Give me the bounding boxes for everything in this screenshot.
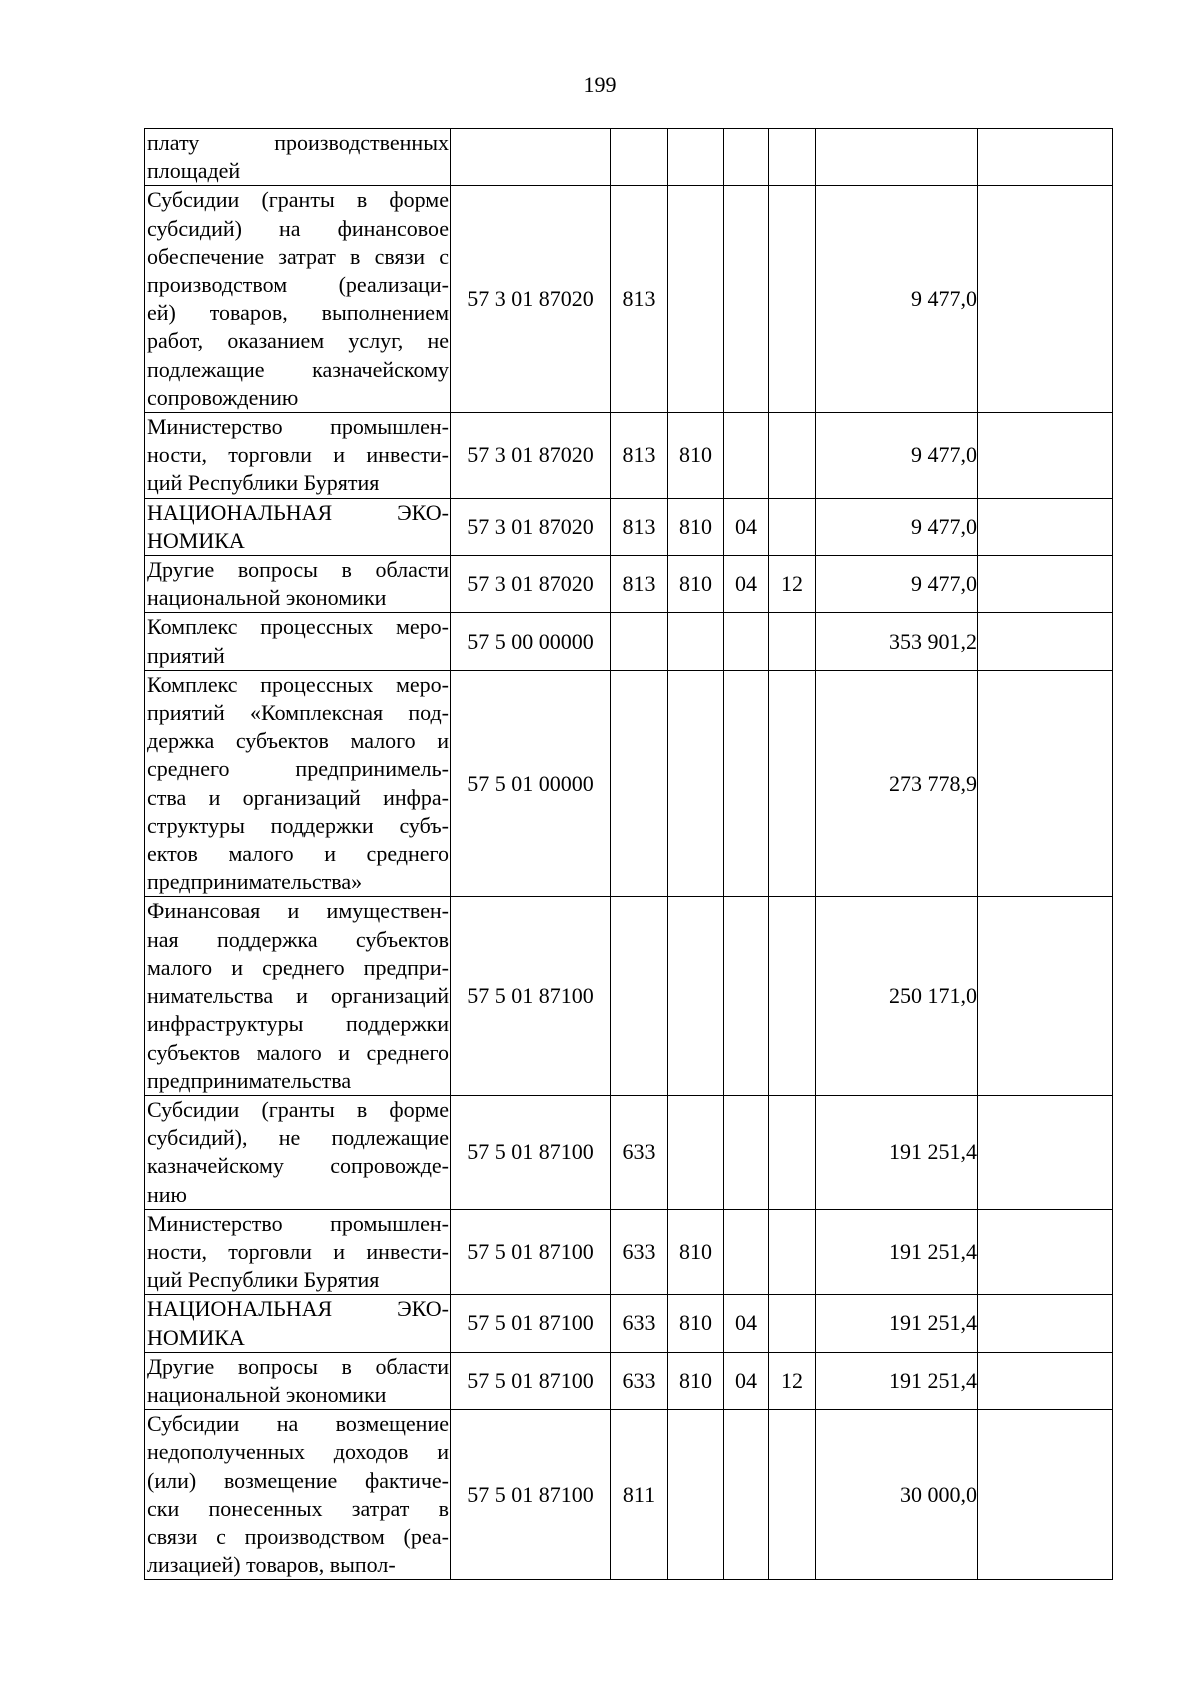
extra-cell: [978, 556, 1113, 613]
section-cell: 04: [724, 498, 769, 555]
ministry-cell: 810: [668, 1209, 724, 1295]
row-name-line: структуры поддержки субъ-: [147, 812, 449, 838]
row-name-line: приятий: [147, 642, 225, 668]
code-cell: [451, 129, 611, 186]
row-name-cell: [145, 1209, 451, 1295]
code-cell: 57 5 01 00000: [451, 670, 611, 897]
extra-cell: [978, 498, 1113, 555]
row-name-line: Другие вопросы в области: [147, 557, 449, 583]
extra-cell: [978, 186, 1113, 413]
row-name-line: малого и среднего предпри-: [147, 954, 449, 980]
table-row: [145, 1095, 1113, 1209]
table-row: [145, 613, 1113, 670]
row-name-cell: [145, 129, 451, 186]
section-cell: [724, 413, 769, 499]
row-name-line: казначейскому сопровожде-: [147, 1153, 449, 1179]
subsection-cell: [769, 613, 816, 670]
kvr-cell: 813: [611, 556, 668, 613]
table-row: [145, 498, 1113, 555]
row-name-line: Министерство промышлен-: [147, 414, 449, 440]
row-name-line: обеспечение затрат в связи с: [147, 243, 449, 269]
kvr-cell: [611, 613, 668, 670]
table-row: [145, 1352, 1113, 1409]
row-name-line: нимательства и организаций: [147, 983, 449, 1009]
extra-cell: [978, 897, 1113, 1095]
section-cell: 04: [724, 1295, 769, 1352]
subsection-cell: [769, 897, 816, 1095]
ministry-cell: [668, 129, 724, 186]
ministry-cell: [668, 186, 724, 413]
extra-cell: [978, 1095, 1113, 1209]
row-name-cell: [145, 1352, 451, 1409]
row-name-line: Субсидии на возмещение: [147, 1411, 449, 1437]
row-name-cell: [145, 897, 451, 1095]
extra-cell: [978, 1352, 1113, 1409]
row-name-line: приятий «Комплексная под-: [147, 700, 449, 726]
section-cell: [724, 897, 769, 1095]
row-name-line: нию: [147, 1181, 187, 1207]
amount-cell: 191 251,4: [816, 1209, 978, 1295]
amount-cell: 9 477,0: [816, 556, 978, 613]
row-name-line: подлежащие казначейскому: [147, 356, 449, 382]
table-row: [145, 186, 1113, 413]
section-cell: [724, 613, 769, 670]
code-cell: 57 3 01 87020: [451, 186, 611, 413]
ministry-cell: 810: [668, 498, 724, 555]
row-name-line: связи с производством (реа-: [147, 1523, 449, 1549]
section-cell: [724, 1410, 769, 1580]
code-cell: 57 5 00 00000: [451, 613, 611, 670]
kvr-cell: [611, 670, 668, 897]
row-name-line: ей) товаров, выполнением: [147, 300, 449, 326]
subsection-cell: [769, 1095, 816, 1209]
row-name-cell: [145, 1095, 451, 1209]
code-cell: 57 5 01 87100: [451, 1209, 611, 1295]
row-name-line: Комплекс процессных меро-: [147, 671, 449, 697]
row-name-line: ций Республики Бурятия: [147, 470, 380, 496]
section-cell: [724, 129, 769, 186]
code-cell: 57 5 01 87100: [451, 1410, 611, 1580]
kvr-cell: 813: [611, 186, 668, 413]
ministry-cell: [668, 670, 724, 897]
code-cell: 57 5 01 87100: [451, 1095, 611, 1209]
code-cell: 57 3 01 87020: [451, 556, 611, 613]
extra-cell: [978, 129, 1113, 186]
row-name-line: ства и организаций инфра-: [147, 784, 449, 810]
table-row: [145, 1209, 1113, 1295]
kvr-cell: 633: [611, 1352, 668, 1409]
row-name-cell: [145, 556, 451, 613]
table-row: [145, 556, 1113, 613]
subsection-cell: 12: [769, 1352, 816, 1409]
ministry-cell: [668, 613, 724, 670]
kvr-cell: 633: [611, 1295, 668, 1352]
row-name-line: работ, оказанием услуг, не: [147, 328, 449, 354]
row-name-line: национальной экономики: [147, 1381, 387, 1407]
amount-cell: 9 477,0: [816, 186, 978, 413]
extra-cell: [978, 1209, 1113, 1295]
row-name-line: субсидий), не подлежащие: [147, 1125, 449, 1151]
row-name-cell: [145, 1410, 451, 1580]
extra-cell: [978, 670, 1113, 897]
extra-cell: [978, 413, 1113, 499]
amount-cell: [816, 129, 978, 186]
row-name-line: Министерство промышлен-: [147, 1210, 449, 1236]
row-name-line: ная поддержка субъектов: [147, 926, 449, 952]
row-name-cell: [145, 670, 451, 897]
subsection-cell: [769, 1295, 816, 1352]
kvr-cell: 811: [611, 1410, 668, 1580]
row-name-line: площадей: [147, 158, 241, 184]
amount-cell: 191 251,4: [816, 1352, 978, 1409]
ministry-cell: 810: [668, 556, 724, 613]
table-row: [145, 1410, 1113, 1580]
subsection-cell: [769, 498, 816, 555]
row-name-cell: [145, 413, 451, 499]
amount-cell: 9 477,0: [816, 413, 978, 499]
row-name-cell: [145, 498, 451, 555]
row-name-line: недополученных доходов и: [147, 1439, 449, 1465]
code-cell: 57 3 01 87020: [451, 413, 611, 499]
row-name-cell: [145, 186, 451, 413]
code-cell: 57 5 01 87100: [451, 1352, 611, 1409]
ministry-cell: [668, 897, 724, 1095]
amount-cell: 191 251,4: [816, 1295, 978, 1352]
section-cell: [724, 1209, 769, 1295]
row-name-line: субъектов малого и среднего: [147, 1039, 449, 1065]
extra-cell: [978, 1410, 1113, 1580]
subsection-cell: [769, 670, 816, 897]
section-cell: 04: [724, 1352, 769, 1409]
kvr-cell: [611, 897, 668, 1095]
amount-cell: 353 901,2: [816, 613, 978, 670]
subsection-cell: [769, 413, 816, 499]
subsection-cell: [769, 186, 816, 413]
ministry-cell: 810: [668, 1295, 724, 1352]
row-name-line: плату производственных: [147, 130, 449, 155]
table-row: [145, 1295, 1113, 1352]
subsection-cell: [769, 1410, 816, 1580]
section-cell: [724, 186, 769, 413]
row-name-line: субсидий) на финансовое: [147, 215, 449, 241]
page-number: 199: [583, 72, 617, 97]
row-name-line: Субсидии (гранты в форме: [147, 1096, 449, 1122]
subsection-cell: [769, 1209, 816, 1295]
subsection-cell: 12: [769, 556, 816, 613]
amount-cell: 9 477,0: [816, 498, 978, 555]
row-name-cell: [145, 613, 451, 670]
extra-cell: [978, 613, 1113, 670]
table-row: [145, 897, 1113, 1095]
row-name-line: НАЦИОНАЛЬНАЯ ЭКО-: [147, 499, 449, 525]
ministry-cell: 810: [668, 1352, 724, 1409]
section-cell: [724, 1095, 769, 1209]
row-name-line: предпринимательства»: [147, 869, 363, 895]
row-name-line: НОМИКА: [147, 1324, 245, 1350]
section-cell: [724, 670, 769, 897]
row-name-line: ектов малого и среднего: [147, 841, 449, 867]
kvr-cell: [611, 129, 668, 186]
row-name-line: предпринимательства: [147, 1067, 352, 1093]
amount-cell: 273 778,9: [816, 670, 978, 897]
subsection-cell: [769, 129, 816, 186]
row-name-line: ности, торговли и инвести-: [147, 442, 449, 468]
ministry-cell: [668, 1095, 724, 1209]
row-name-line: национальной экономики: [147, 585, 387, 611]
row-name-cell: [145, 1295, 451, 1352]
row-name-line: лизацией) товаров, выпол-: [147, 1552, 396, 1578]
row-name-line: инфраструктуры поддержки: [147, 1011, 449, 1037]
amount-cell: 191 251,4: [816, 1095, 978, 1209]
kvr-cell: 813: [611, 498, 668, 555]
row-name-line: ности, торговли и инвести-: [147, 1238, 449, 1264]
row-name-line: НОМИКА: [147, 527, 245, 553]
table-row: [145, 670, 1113, 897]
row-name-line: держка субъектов малого и: [147, 728, 449, 754]
code-cell: 57 5 01 87100: [451, 1295, 611, 1352]
row-name-line: сопровождению: [147, 384, 299, 410]
kvr-cell: 633: [611, 1095, 668, 1209]
row-name-line: (или) возмещение фактиче-: [147, 1467, 449, 1493]
section-cell: 04: [724, 556, 769, 613]
row-name-line: Другие вопросы в области: [147, 1353, 449, 1379]
ministry-cell: [668, 1410, 724, 1580]
row-name-line: среднего предпринимель-: [147, 756, 449, 782]
row-name-line: НАЦИОНАЛЬНАЯ ЭКО-: [147, 1296, 449, 1322]
code-cell: 57 3 01 87020: [451, 498, 611, 555]
amount-cell: 30 000,0: [816, 1410, 978, 1580]
kvr-cell: 633: [611, 1209, 668, 1295]
row-name-line: Субсидии (гранты в форме: [147, 187, 449, 213]
row-name-line: ски понесенных затрат в: [147, 1495, 449, 1521]
amount-cell: 250 171,0: [816, 897, 978, 1095]
code-cell: 57 5 01 87100: [451, 897, 611, 1095]
table-body: [145, 129, 1113, 1580]
row-name-line: Комплекс процессных меро-: [147, 614, 449, 640]
row-name-line: производством (реализаци-: [147, 272, 449, 298]
row-name-line: Финансовая и имуществен-: [147, 898, 449, 924]
budget-table: [144, 128, 1113, 1580]
row-name-line: ций Республики Бурятия: [147, 1267, 380, 1293]
table-row: [145, 129, 1113, 186]
ministry-cell: 810: [668, 413, 724, 499]
extra-cell: [978, 1295, 1113, 1352]
table-row: [145, 413, 1113, 499]
kvr-cell: 813: [611, 413, 668, 499]
